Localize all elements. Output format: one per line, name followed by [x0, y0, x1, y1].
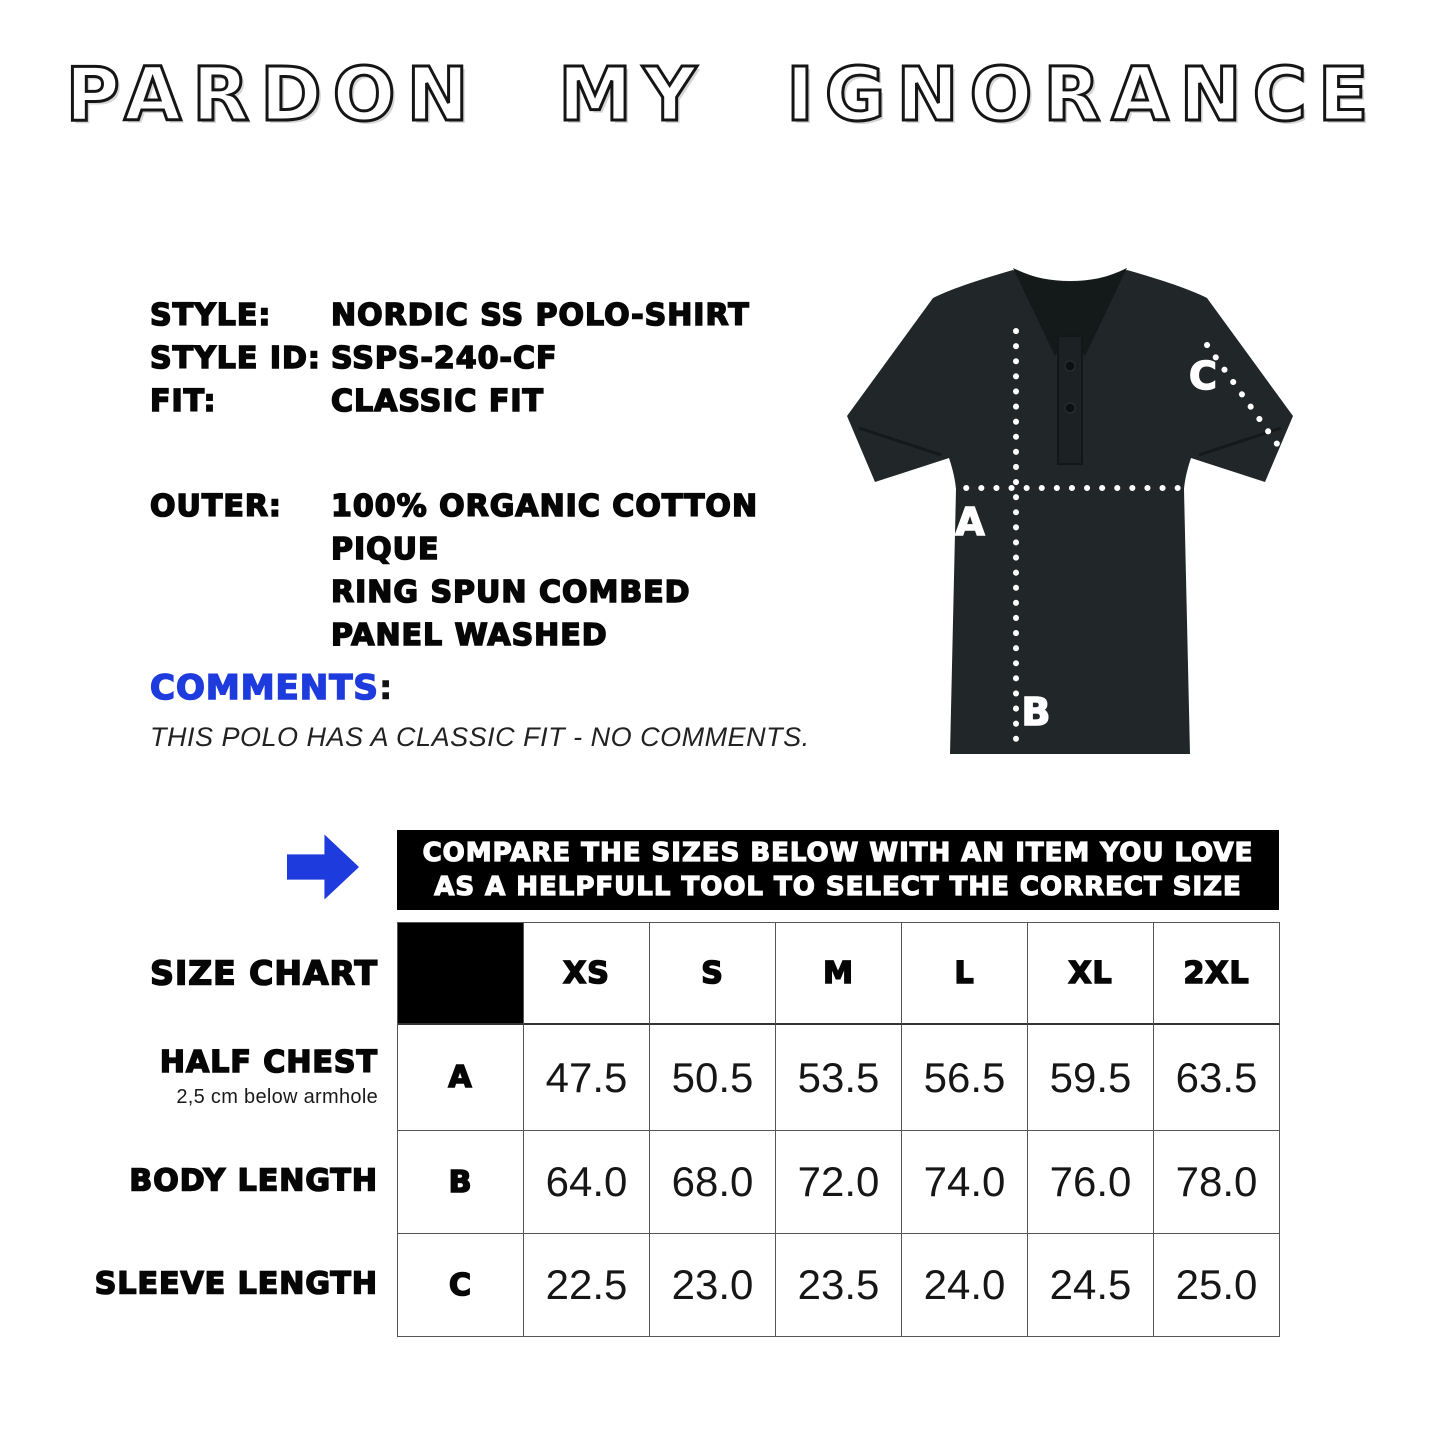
outer-material-block — [150, 485, 758, 657]
outer-line: RING SPUN COMBED — [331, 575, 691, 610]
spec-row-fit — [150, 380, 750, 423]
table-cell: 76.0 — [1028, 1131, 1154, 1234]
polo-shirt-illustration — [835, 256, 1305, 768]
table-cell: 24.0 — [902, 1234, 1028, 1337]
column-header-l: L — [902, 923, 1028, 1025]
outer-label: OUTER: — [150, 489, 282, 524]
measure-label-b: B — [1021, 690, 1051, 734]
table-cell: 25.0 — [1154, 1234, 1280, 1337]
comments-heading-word: COMMENTS — [150, 668, 379, 708]
spec-label: STYLE ID: — [150, 341, 321, 376]
table-cell: 56.5 — [902, 1025, 1028, 1131]
comments-text: THIS POLO HAS A CLASSIC FIT - NO COMMENTS. — [150, 722, 810, 752]
outer-line: 100% ORGANIC COTTON — [331, 489, 759, 524]
spec-value: SSPS-240-CF — [331, 341, 558, 376]
row-letter-cell: A — [398, 1025, 524, 1131]
row-label-text: BODY LENGTH — [129, 1163, 378, 1199]
size-chart-title-text: SIZE CHART — [150, 953, 378, 993]
column-header-2xl: 2XL — [1154, 923, 1280, 1025]
spec-value: CLASSIC FIT — [331, 384, 544, 419]
table-cell: 64.0 — [524, 1131, 650, 1234]
product-specs — [150, 294, 750, 423]
row-label-sleeve-length — [40, 1267, 378, 1302]
right-arrow-icon — [287, 830, 359, 904]
column-header-xl: XL — [1028, 923, 1154, 1025]
button-placket — [1058, 336, 1082, 464]
comments-heading — [150, 668, 394, 708]
spec-label: STYLE: — [150, 298, 272, 333]
banner-line-2: AS A HELPFULL TOOL TO SELECT THE CORRECT SIZE — [434, 872, 1242, 902]
polo-measurement-diagram — [835, 256, 1305, 768]
spec-row-style — [150, 294, 750, 337]
table-cell: 50.5 — [650, 1025, 776, 1131]
spec-row-style-id — [150, 337, 750, 380]
outer-line: PANEL WASHED — [331, 618, 608, 653]
row-label-text: SLEEVE LENGTH — [94, 1266, 378, 1302]
outer-line: PIQUE — [331, 532, 440, 567]
row-label-body-length — [40, 1164, 378, 1199]
row-label-sublabel: 2,5 cm below armhole — [176, 1086, 378, 1108]
table-cell: 72.0 — [776, 1131, 902, 1234]
row-label-text: HALF CHEST — [159, 1045, 378, 1080]
table-cell: 47.5 — [524, 1025, 650, 1131]
table-cell: 68.0 — [650, 1131, 776, 1234]
size-compare-banner — [397, 830, 1279, 910]
measure-label-c: C — [1189, 354, 1217, 398]
row-letter-cell: B — [398, 1131, 524, 1234]
button — [1065, 361, 1075, 371]
measure-label-a: A — [955, 500, 985, 544]
size-chart-table — [397, 922, 1280, 1337]
row-letter-cell: C — [398, 1234, 524, 1337]
row-label-half-chest — [40, 1045, 378, 1109]
table-cell: 23.5 — [776, 1234, 902, 1337]
button — [1065, 403, 1075, 413]
spec-value: NORDIC SS POLO-SHIRT — [331, 298, 750, 333]
column-header-m: M — [776, 923, 902, 1025]
table-cell: 22.5 — [524, 1234, 650, 1337]
spec-label: FIT: — [150, 384, 217, 419]
column-header-s: S — [650, 923, 776, 1025]
table-cell: 53.5 — [776, 1025, 902, 1131]
table-cell: 59.5 — [1028, 1025, 1154, 1131]
table-cell: 63.5 — [1154, 1025, 1280, 1131]
size-chart-corner-cell — [398, 923, 524, 1025]
table-cell: 78.0 — [1154, 1131, 1280, 1234]
size-chart-title — [40, 954, 378, 993]
column-header-xs: XS — [524, 923, 650, 1025]
banner-line-1: COMPARE THE SIZES BELOW WITH AN ITEM YOU LOVE — [422, 838, 1254, 868]
table-cell: 23.0 — [650, 1234, 776, 1337]
table-cell: 24.5 — [1028, 1234, 1154, 1337]
comments-colon: : — [378, 668, 394, 708]
brand-logo: PARDON MY IGNORANCE — [65, 52, 1380, 138]
table-cell: 74.0 — [902, 1131, 1028, 1234]
